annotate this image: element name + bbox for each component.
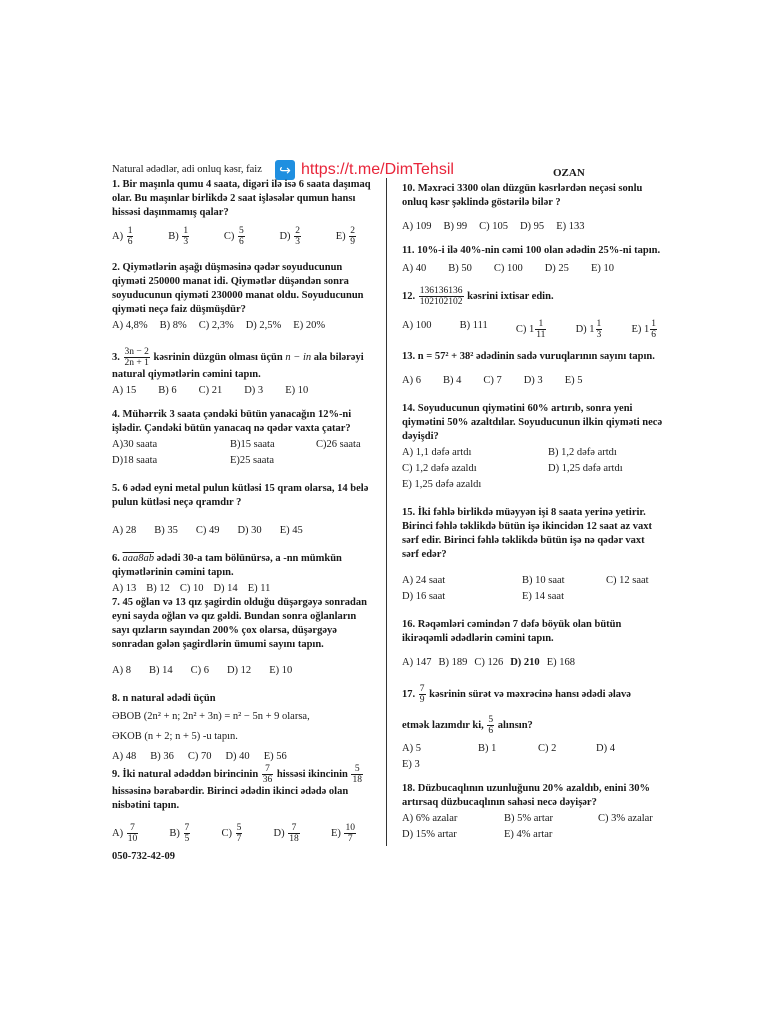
option-a[interactable]: A) 109 xyxy=(402,221,432,232)
option-b[interactable]: B) $\frac{7}{5}$ xyxy=(169,823,190,844)
option-d[interactable]: D) $\frac{2}{3}$ xyxy=(279,226,300,247)
option-b[interactable]: B) 99 xyxy=(443,221,468,232)
question-number: 11. xyxy=(402,245,415,256)
option-d[interactable]: D) 1,25 dəfə artdı xyxy=(548,463,623,474)
question-text-cont: ala bilərəyi natural qiymətlərin cəmini tapın. xyxy=(112,351,364,380)
option-d[interactable]: D) 2,5% xyxy=(245,320,282,331)
question-number: 14. xyxy=(402,403,416,414)
question-5 xyxy=(112,482,374,538)
question-13 xyxy=(402,350,664,388)
option-d[interactable]: D) 210 xyxy=(510,657,540,668)
question-text: ədədi 30-a tam bölünürsə, a -nn mümkün qiymətlərinin cəmini tapın. xyxy=(112,553,342,578)
answer-options xyxy=(402,374,664,388)
option-d[interactable]: D) $\frac{7}{18}$ xyxy=(273,823,299,844)
option-b[interactable]: B) $\frac{1}{3}$ xyxy=(168,226,189,247)
option-a[interactable]: A) 48 xyxy=(112,751,137,762)
column-divider xyxy=(386,178,387,846)
question-text-cont: alınsın? xyxy=(497,719,533,731)
option-c[interactable]: C)26 saata xyxy=(316,439,361,450)
answer-options xyxy=(112,384,374,398)
option-c[interactable]: C) 10 xyxy=(179,583,204,594)
option-b[interactable]: B) 4 xyxy=(442,375,462,386)
answer-options xyxy=(402,262,664,276)
option-a[interactable]: A) $\frac{1}{6}$ xyxy=(112,226,133,247)
telegram-link[interactable] xyxy=(275,160,454,180)
answer-options xyxy=(402,812,664,842)
option-d[interactable]: D) 12 xyxy=(226,665,252,676)
option-b[interactable]: B) 8% xyxy=(159,320,187,331)
variable-expr: n − in xyxy=(285,351,312,363)
fraction-2: $\frac{5}{6}$ xyxy=(488,715,494,736)
question-number: 8. xyxy=(112,693,120,704)
option-e[interactable]: E) $\frac{2}{9}$ xyxy=(335,226,355,247)
question-6 xyxy=(112,552,374,596)
option-d[interactable]: D) 4 xyxy=(596,743,615,754)
question-number: 7. xyxy=(112,597,120,608)
share-arrow-icon: ↪ xyxy=(275,160,295,180)
option-d[interactable]: D) 30 xyxy=(237,525,262,536)
option-b[interactable]: B) 12 xyxy=(146,583,170,594)
question-number: 1. xyxy=(112,179,120,190)
question-text: kəsrini ixtisar edin. xyxy=(467,290,554,302)
topic-title: Natural ədədlər, adi onluq kəsr, faiz xyxy=(112,164,262,175)
option-d[interactable]: D) 14 xyxy=(213,583,238,594)
option-b[interactable]: B) 14 xyxy=(148,665,173,676)
question-17 xyxy=(402,684,664,772)
question-text: n = 57² + 38² ədədinin sadə vuruqlarının sayını tapın. xyxy=(417,351,655,362)
answer-options xyxy=(402,319,658,340)
formula-line-1: ƏBOB (2n² + n; 2n² + 3n) = n² − 5n + 9 olarsa, xyxy=(112,711,310,722)
option-c[interactable]: C) 126 xyxy=(474,657,504,668)
option-d[interactable]: D) 1 $\frac{1}{3}$ xyxy=(575,319,602,340)
option-a[interactable]: A) 147 xyxy=(402,657,432,668)
option-c[interactable]: C) 2 xyxy=(538,743,557,754)
option-e[interactable]: E) 56 xyxy=(263,751,287,762)
option-c[interactable]: C) 105 xyxy=(479,221,508,232)
option-a[interactable]: A) 6% azalar xyxy=(402,813,458,824)
option-d[interactable]: D) 15% artar xyxy=(402,829,457,840)
option-d[interactable]: D)18 saata xyxy=(112,455,158,466)
fraction-1: $\frac{7}{9}$ xyxy=(419,684,425,705)
option-d[interactable]: D) 40 xyxy=(225,751,250,762)
option-b[interactable]: B) 10 saat xyxy=(522,575,565,586)
question-number: 12. xyxy=(402,290,416,302)
option-a[interactable]: A) 1,1 dəfə artdı xyxy=(402,447,472,458)
question-text: kəsrinin sürət və məxrəcinə hansı ədədi əlavə xyxy=(429,688,631,700)
question-2 xyxy=(112,261,374,333)
answer-options xyxy=(402,742,664,772)
option-e[interactable]: E) 20% xyxy=(293,320,326,331)
question-number: 13. xyxy=(402,351,416,362)
answer-options xyxy=(402,574,664,604)
option-a[interactable]: A) 100 xyxy=(402,320,432,331)
question-12 xyxy=(402,286,664,340)
option-e[interactable]: E) 3 xyxy=(402,759,420,770)
question-number: 18. xyxy=(402,783,416,794)
question-number: 15. xyxy=(402,507,416,518)
question-16 xyxy=(402,618,664,670)
option-e[interactable]: E)25 saata xyxy=(230,455,275,466)
question-text: İki fəhlə birlikdə müəyyən işi 8 saata yerinə yetirir. Birinci fəhlə təklikdə bütün işə ikincidən 12 saat az vaxt sərf edir. Birinci fəhlə təklikdə bütün işə nə qədər vaxt sərf edər? xyxy=(402,507,652,560)
option-d[interactable]: D) 3 xyxy=(523,375,543,386)
option-b[interactable]: B) 36 xyxy=(150,751,174,762)
option-c[interactable]: C) 49 xyxy=(195,525,220,536)
question-3 xyxy=(112,347,374,398)
option-e[interactable]: E) 1,25 dəfə azaldı xyxy=(402,479,482,490)
option-b[interactable]: B) 111 xyxy=(459,320,488,331)
question-4 xyxy=(112,408,374,468)
question-10 xyxy=(402,182,664,234)
option-a[interactable]: A) 5 xyxy=(402,743,421,754)
question-18 xyxy=(402,782,664,842)
option-a[interactable]: A) 8 xyxy=(112,665,131,676)
option-a[interactable]: A) $\frac{7}{10}$ xyxy=(112,823,138,844)
telegram-link-text[interactable]: https://t.me/DimTehsil xyxy=(301,161,454,178)
option-b[interactable]: B) 6 xyxy=(158,385,177,396)
option-a[interactable]: A)30 saata xyxy=(112,439,158,450)
question-text: Soyuducunun qiymətini 60% artırıb, sonra yeni qiymətini 50% azaltdılar. Soyuducunun ilkin qiyməti necə dəyişdi? xyxy=(402,403,663,442)
option-c[interactable]: C) 1,2 dəfə azaldı xyxy=(402,463,477,474)
question-text: Bir maşınla qumu 4 saata, digəri ilə isə 6 saata daşımaq olar. Bu maşınlar birlikdə 2 saat işləsələr qumun hansı hissəsi daşınmamış qalar? xyxy=(112,179,371,218)
option-b[interactable]: B) 1 xyxy=(478,743,497,754)
option-d[interactable]: D) 16 saat xyxy=(402,591,446,602)
option-c[interactable]: C) $\frac{5}{7}$ xyxy=(221,823,242,844)
question-7 xyxy=(112,596,374,678)
option-d[interactable]: D) 25 xyxy=(544,263,569,274)
option-c[interactable]: C) 7 xyxy=(483,375,502,386)
brand-label: OZAN xyxy=(553,167,585,179)
option-b[interactable]: B) 50 xyxy=(448,263,472,274)
answer-options xyxy=(402,220,664,234)
question-text: Məxrəci 3300 olan düzgün kəsrlərdən neçəsi sonlu onluq kəsr şəklində göstərilə bilər ? xyxy=(402,183,643,208)
question-11 xyxy=(402,244,664,276)
option-e[interactable]: E) 11 xyxy=(247,583,271,594)
option-c[interactable]: C) 21 xyxy=(198,385,223,396)
option-a[interactable]: A) 4,8% xyxy=(112,320,148,331)
option-d[interactable]: D) 95 xyxy=(519,221,545,232)
question-text: 45 oğlan və 13 qız şagirdin olduğu düşərgəyə sonradan eyni sayda oğlan və qız gəldi. Bundan sonra oğlanların sayı qızların sayından 200% çox olarsa, düşərgəyə sonradan gələn şagirdlərin ümumi sayını tapın. xyxy=(112,597,367,650)
option-a[interactable]: A) 6 xyxy=(402,375,421,386)
question-number: 17. xyxy=(402,688,416,700)
answer-options xyxy=(112,438,374,468)
option-b[interactable]: B) 189 xyxy=(438,657,468,668)
option-d[interactable]: D) 3 xyxy=(244,385,264,396)
right-column xyxy=(402,182,664,842)
answer-options xyxy=(112,524,374,538)
option-c[interactable]: C) 12 saat xyxy=(606,575,649,586)
question-number: 6. xyxy=(112,553,120,564)
question-number: 16. xyxy=(402,619,416,630)
question-text: kəsrinin düzgün olması üçün xyxy=(153,351,283,363)
option-e[interactable]: E) $\frac{10}{7}$ xyxy=(330,823,355,844)
fraction-expression: $\frac{136136136}{102102102}$ xyxy=(419,286,463,307)
question-number: 10. xyxy=(402,183,416,194)
fraction-2: $\frac{5}{18}$ xyxy=(352,764,362,785)
question-8 xyxy=(112,692,374,764)
question-text: Qiymətlərin aşağı düşməsinə qədər soyuducunun qiyməti 250000 manat idi. Qiymətlər düşəndən sonra soyuducunun qiyməti 230000 manat oldu. Soyuducunun qiyməti neçə faiz düşmüşdür? xyxy=(112,262,364,315)
option-c[interactable]: C) 2,3% xyxy=(198,320,234,331)
option-c[interactable]: C) 100 xyxy=(493,263,523,274)
option-b[interactable]: B)15 saata xyxy=(230,439,275,450)
question-text: 6 ədəd eyni metal pulun kütləsi 15 qram olarsa, 14 belə pulun kütləsi neçə qramdır ? xyxy=(112,483,369,508)
option-c[interactable]: C) 3% azalar xyxy=(598,813,653,824)
question-text-cont: hissəsinə bərabərdir. Birinci ədədin ikinci ədədə olan nisbətini tapın. xyxy=(112,786,349,811)
answer-options xyxy=(112,319,374,333)
option-c[interactable]: C) 70 xyxy=(187,751,212,762)
option-c[interactable]: C) 1 $\frac{1}{11}$ xyxy=(515,319,546,340)
option-a[interactable]: A) 28 xyxy=(112,525,137,536)
option-e[interactable]: E) 4% artar xyxy=(504,829,553,840)
option-e[interactable]: E) 45 xyxy=(279,525,303,536)
answer-options xyxy=(112,750,374,764)
answer-options xyxy=(112,226,357,247)
fraction-expression: $\frac{3n - 2}{2n + 1}$ xyxy=(124,347,149,368)
phone-number: 050-732-42-09 xyxy=(112,851,175,862)
option-e[interactable]: E) 10 xyxy=(269,665,293,676)
question-text: Mühərrik 3 saata çəndəki bütün yanacağın 12%-ni işlədir. Çəndəki bütün yanacaq nə qədər vaxta çatar? xyxy=(112,409,352,434)
question-text: 10%-i ilə 40%-nin cəmi 100 olan ədədin 25%-ni tapın. xyxy=(417,245,661,256)
question-number: 4. xyxy=(112,409,120,420)
fraction-1: $\frac{7}{36}$ xyxy=(262,764,273,785)
question-number: 2. xyxy=(112,262,120,273)
option-a[interactable]: A) 24 saat xyxy=(402,575,446,586)
option-e[interactable]: E) 5 xyxy=(564,375,583,386)
answer-options xyxy=(112,823,357,844)
left-column xyxy=(112,178,374,844)
formula-line-2: ƏKOB (n + 2; n + 5) -u tapın. xyxy=(112,731,238,742)
option-e[interactable]: E) 133 xyxy=(556,221,585,232)
option-b[interactable]: B) 5% artar xyxy=(504,813,553,824)
option-a[interactable]: A) 13 xyxy=(112,583,137,594)
question-text-mid: etmək lazımdır ki, xyxy=(402,719,484,731)
option-a[interactable]: A) 40 xyxy=(402,263,427,274)
option-e[interactable]: E) 1 $\frac{1}{6}$ xyxy=(631,319,656,340)
option-c[interactable]: C) $\frac{5}{6}$ xyxy=(223,226,244,247)
option-e[interactable]: E) 14 saat xyxy=(522,591,564,602)
question-1 xyxy=(112,178,374,247)
option-b[interactable]: B) 35 xyxy=(154,525,178,536)
question-text: Rəqəmləri cəmindən 7 dəfə böyük olan bütün ikirəqəmli ədədlərin cəmini tapın. xyxy=(402,619,622,644)
question-number: 5. xyxy=(112,483,120,494)
question-number: 9. xyxy=(112,768,120,780)
option-a[interactable]: A) 15 xyxy=(112,385,137,396)
question-9 xyxy=(112,764,374,844)
answer-options xyxy=(402,656,664,670)
option-e[interactable]: E) 10 xyxy=(590,263,614,274)
number-expr: aaa8ab xyxy=(122,553,154,564)
option-b[interactable]: B) 1,2 dəfə artdı xyxy=(548,447,617,458)
option-c[interactable]: C) 6 xyxy=(190,665,209,676)
question-number: 3. xyxy=(112,351,120,363)
answer-options xyxy=(112,582,374,596)
option-e[interactable]: E) 10 xyxy=(285,385,309,396)
answer-options xyxy=(402,446,664,492)
answer-options xyxy=(112,664,374,678)
option-e[interactable]: E) 168 xyxy=(546,657,575,668)
question-text: İki natural ədəddən birincinin xyxy=(122,768,259,780)
question-text: Düzbucaqlının uzunluğunu 20% azaldıb, enini 30% artırsaq düzbucaqlının sahəsi necə dəyişər? xyxy=(402,783,650,808)
question-text-mid: hissəsi ikincinin xyxy=(276,768,348,780)
question-15 xyxy=(402,506,664,604)
question-14 xyxy=(402,402,664,492)
question-text: n natural ədədi üçün xyxy=(122,693,216,704)
